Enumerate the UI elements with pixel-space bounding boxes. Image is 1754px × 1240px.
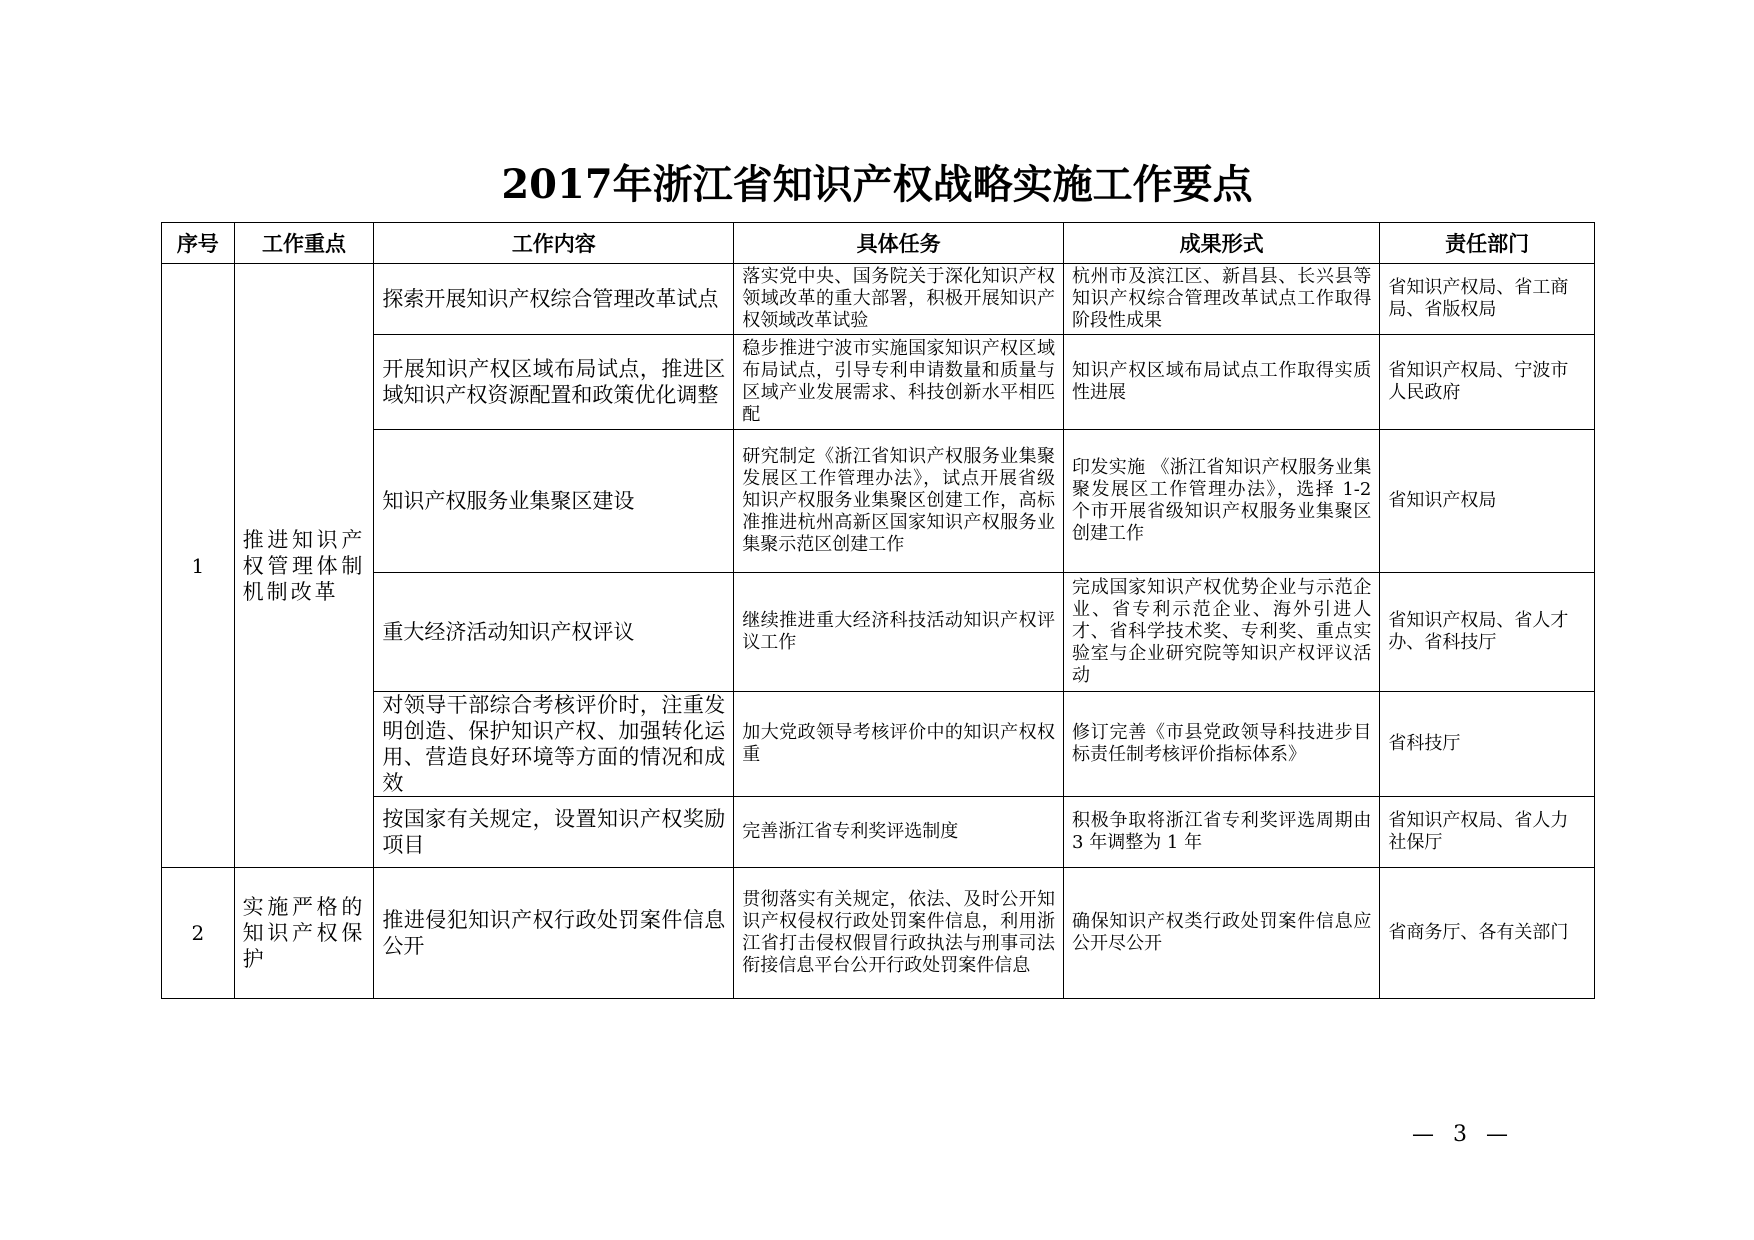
header-content: 工作内容 [374,223,734,264]
work-content: 推进侵犯知识产权行政处罚案件信息公开 [374,868,734,999]
group-number: 2 [162,868,235,999]
header-focus: 工作重点 [234,223,374,264]
table-row [162,264,1595,335]
result-form: 印发实施 《浙江省知识产权服务业集聚发展区工作管理办法》，选择 1-2 个市开展省级知识产权服务业集聚区创建工作 [1064,430,1380,573]
work-content: 对领导干部综合考核评价时，注重发明创造、保护知识产权、加强转化运用、营造良好环境等方面的情况和成效 [374,692,734,797]
group-focus: 实施严格的知识产权保护 [234,868,374,999]
work-content: 重大经济活动知识产权评议 [374,573,734,692]
result-form: 积极争取将浙江省专利奖评选周期由 3 年调整为 1 年 [1064,797,1380,868]
responsible-dept: 省知识产权局、省工商局、省版权局 [1380,264,1595,335]
header-seq: 序号 [162,223,235,264]
specific-task: 贯彻落实有关规定，依法、及时公开知识产权侵权行政处罚案件信息，利用浙江省打击侵权假冒行政执法与刑事司法衔接信息平台公开行政处罚案件信息 [734,868,1064,999]
result-form: 确保知识产权类行政处罚案件信息应公开尽公开 [1064,868,1380,999]
result-form: 杭州市及滨江区、新昌县、长兴县等知识产权综合管理改革试点工作取得阶段性成果 [1064,264,1380,335]
responsible-dept: 省知识产权局、宁波市人民政府 [1380,335,1595,430]
header-dept: 责任部门 [1380,223,1595,264]
work-content: 知识产权服务业集聚区建设 [374,430,734,573]
header-task: 具体任务 [734,223,1064,264]
specific-task: 继续推进重大经济科技活动知识产权评议工作 [734,573,1064,692]
responsible-dept: 省知识产权局 [1380,430,1595,573]
result-form: 修订完善《市县党政领导科技进步目标责任制考核评价指标体系》 [1064,692,1380,797]
table-row [162,797,1595,868]
specific-task: 落实党中央、国务院关于深化知识产权领域改革的重大部署，积极开展知识产权领域改革试验 [734,264,1064,335]
table-row [162,573,1595,692]
work-content: 开展知识产权区域布局试点，推进区域知识产权资源配置和政策优化调整 [374,335,734,430]
page-number: — 3 — [1412,1122,1514,1147]
table-row [162,692,1595,797]
table-row [162,335,1595,430]
group-focus: 推进知识产权管理体制机制改革 [234,264,374,868]
header-result: 成果形式 [1064,223,1380,264]
responsible-dept: 省商务厅、各有关部门 [1380,868,1595,999]
specific-task: 完善浙江省专利奖评选制度 [734,797,1064,868]
table-row [162,868,1595,999]
specific-task: 研究制定《浙江省知识产权服务业集聚发展区工作管理办法》，试点开展省级知识产权服务业集聚区创建工作，高标准推进杭州高新区国家知识产权服务业集聚示范区创建工作 [734,430,1064,573]
work-content: 探索开展知识产权综合管理改革试点 [374,264,734,335]
result-form: 知识产权区域布局试点工作取得实质性进展 [1064,335,1380,430]
work-content: 按国家有关规定，设置知识产权奖励项目 [374,797,734,868]
responsible-dept: 省知识产权局、省人力社保厅 [1380,797,1595,868]
result-form: 完成国家知识产权优势企业与示范企业、省专利示范企业、海外引进人才、省科学技术奖、专利奖、重点实验室与企业研究院等知识产权评议活动 [1064,573,1380,692]
specific-task: 稳步推进宁波市实施国家知识产权区域布局试点，引导专利申请数量和质量与区域产业发展需求、科技创新水平相匹配 [734,335,1064,430]
table-row [162,430,1595,573]
page-title: 2017年浙江省知识产权战略实施工作要点 [501,161,1253,208]
specific-task: 加大党政领导考核评价中的知识产权权重 [734,692,1064,797]
responsible-dept: 省知识产权局、省人才办、省科技厅 [1380,573,1595,692]
responsible-dept: 省科技厅 [1380,692,1595,797]
group-number: 1 [162,264,235,868]
table-header-row [162,223,1595,264]
work-plan-table [161,222,1595,999]
